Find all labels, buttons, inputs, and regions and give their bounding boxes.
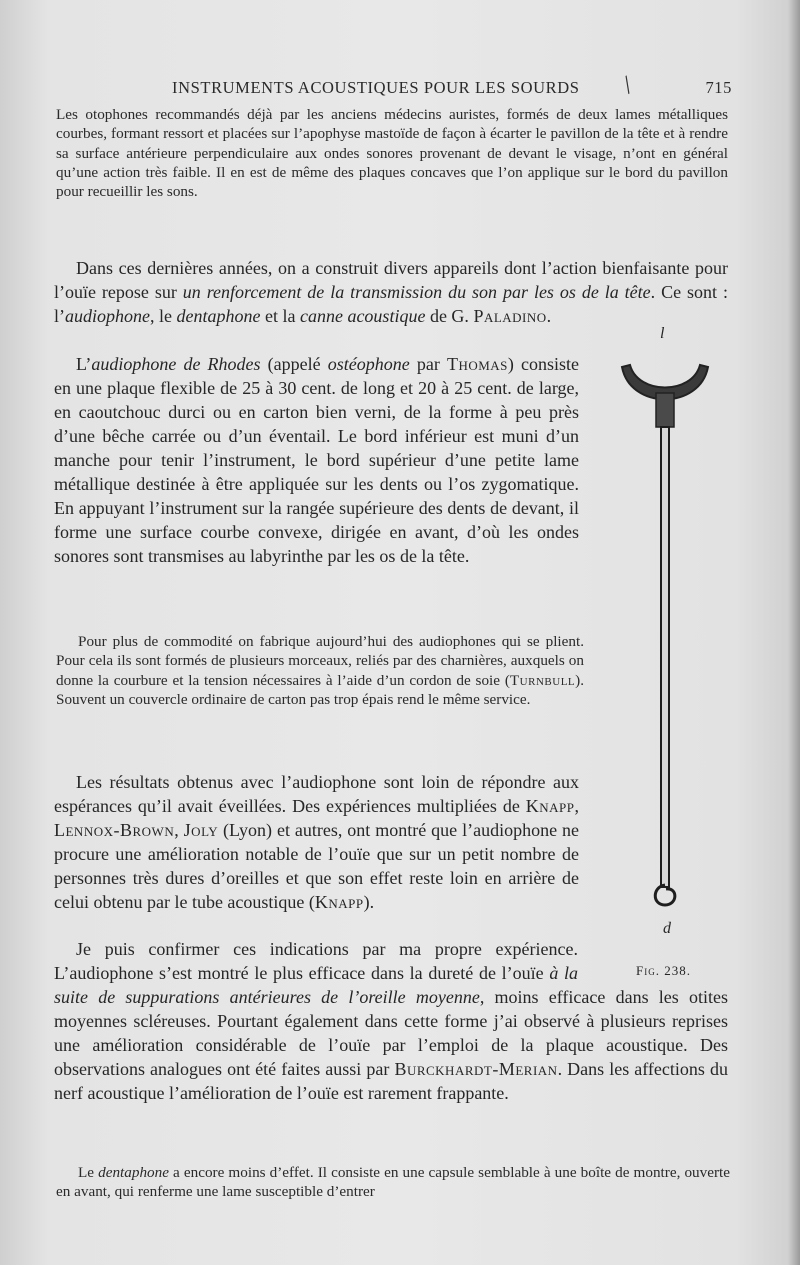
author-name: Joly — [183, 820, 219, 840]
page-edge-shadow — [788, 0, 800, 1265]
author-name: Paladino — [473, 306, 547, 326]
paragraph-folding-audiophones: Pour plus de commodité on fabrique aujourd’hui des audiophones qui se plient. Pour cela ils sont formés de plusieurs morceaux, reliés par des charnières, auxquels on donne la courbure et la tension nécessaires à l’aide d’un cordon de soie (Turnbull). Souvent un couvercle ordinaire de carton pas trop épais rend le même service. — [56, 633, 584, 708]
paragraph-dentaphone: Le dentaphone a encore moins d’effet. Il consiste en une capsule semblable à une boîte de montre, ouverte en avant, qui renferme une lame susceptible d’entrer — [56, 1164, 730, 1201]
paragraph-otophones: Les otophones recommandés déjà par les anciens médecins auristes, formés de deux lames métalliques courbes, formant ressort et placées sur l’apophyse mastoïde de façon à écarter le pavillon de la tête et à rendre sa surface antérieure perpendiculaire aux ondes sonores provenant de devant le visage, n’ont en général qu’une action très faible. Il en est de même des plaques concaves que l’on applique sur le bord du pavillon pour recueillir les sons. — [56, 106, 728, 201]
paragraph-results: Les résultats obtenus avec l’audiophone sont loin de répondre aux espérances qu’il avait éveillées. Des expériences multipliées de Knapp, Lennox-Brown, Joly (Lyon) et autres, ont montré que l’audiophone ne procure une amélioration notable de l’ouïe que sur un petit nombre de personnes très dures d’oreilles et que son effet reste loin en arrière de celui obtenu par le tube acoustique (Knapp). — [54, 772, 580, 912]
paragraph-recent-devices: Dans ces dernières années, on a construit divers appareils dont l’action bienfaisante pour l’ouïe repose sur un renforcement de la transmission du son par les os de la tête. Ce sont : l’audiophone, le dentaphone et la canne acoustique de G. Paladino. — [54, 258, 728, 326]
page-number: 715 — [705, 78, 732, 97]
author-name: Turnbull — [509, 671, 576, 689]
figure-label-bottom: d — [663, 920, 671, 937]
author-name: Burckhardt-Merian — [394, 1059, 558, 1079]
running-title: INSTRUMENTS ACOUSTIQUES POUR LES SOURDS — [172, 78, 580, 97]
paragraph-experience-wrap — [54, 937, 728, 1105]
paragraph-audiophone-rhodes: L’audiophone de Rhodes (appelé ostéophone par Thomas) consiste en une plaque flexible de 25 à 30 cent. de long et 20 à 25 cent. de large, en caoutchouc durci ou en carton bien verni, de la forme à peu près d’une bêche carrée ou d’un éventail. Le bord inférieur est muni d’un manche pour tenir l’instrument, le bord supérieur d’une petite lame métallique destinée à être appliquée sur les dents ou l’os zygomatique. En appuyant l’instrument sur la rangée supérieure des dents de devant, il forme une surface courbe convexe, dirigée en avant, d’où les ondes sonores sont transmises au labyrinthe par les os de la tête. — [54, 354, 580, 566]
acoustic-cane-illustration — [600, 355, 730, 915]
pencil-mark: / — [617, 69, 638, 100]
figure-caption: Fig. 238. — [636, 963, 691, 978]
running-header — [172, 69, 732, 102]
author-name: Lennox-Brown — [54, 820, 175, 840]
paragraph-experience: Je puis confirmer ces indications par ma propre expérience. L’audiophone s’est montré le plus efficace dans la dureté de l’ouïe à la suite de suppurations antérieures de l’oreille moyenne, moins efficace dans les otites moyennes scléreuses. Pourtant également dans cette forme j’ai observé à plusieurs reprises une amélioration considérable de l’ouïe par l’emploi de la plaque acoustique. Des observations analogues ont été faites aussi par Burckhardt-Merian. Dans les affections du nerf acoustique l’amélioration de l’ouïe est rarement frappante. — [54, 939, 728, 1103]
author-name: Thomas — [446, 354, 508, 374]
author-name: Knapp — [314, 892, 364, 912]
figure-label-top: l — [660, 325, 665, 342]
author-name: Knapp — [525, 796, 575, 816]
